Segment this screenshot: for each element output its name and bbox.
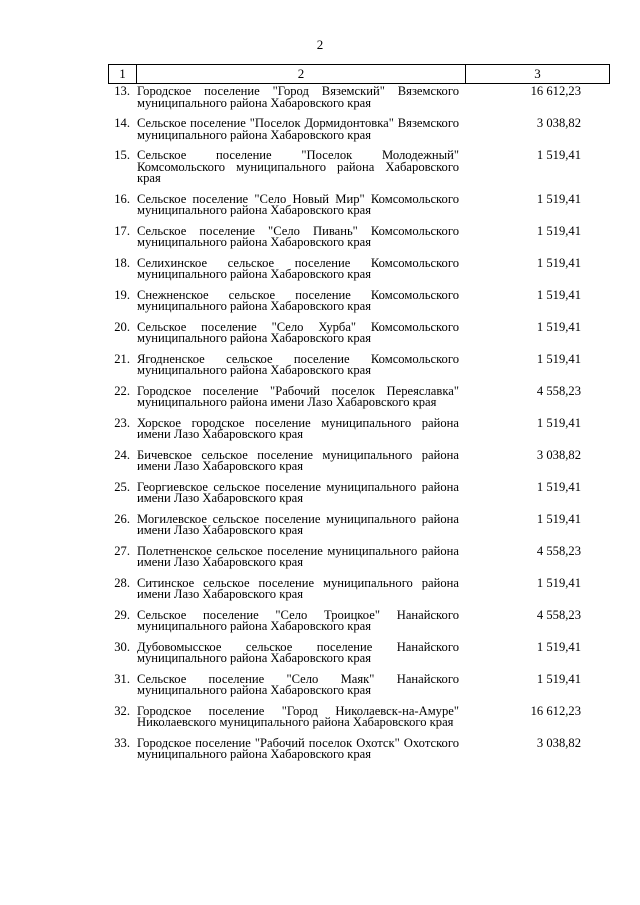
row-number: 23. [114,415,130,430]
table-row [108,191,610,217]
settlement-name: Дубовомысское сельское поселение Нанайского муниципального района Хабаровского края [137,639,459,665]
table-row [108,150,610,185]
row-number: 19. [114,287,130,302]
amount-value: 3 038,82 [536,116,581,130]
row-number: 17. [114,223,130,238]
amount-value: 1 519,41 [536,671,581,686]
amount-value: 1 519,41 [536,639,581,654]
table-row [108,607,610,633]
column-number-2: 2 [137,64,466,84]
table-row [108,575,610,601]
settlement-name: Городское поселение "Город Николаевск-на-Амуре" Николаевского муниципального района Хабаровского края [137,703,459,729]
row-number: 30. [114,639,130,654]
amount-value: 3 038,82 [536,447,581,462]
settlement-name: Ситинское сельское поселение муниципального района имени Лазо Хабаровского края [137,575,459,601]
amount-value: 4 558,23 [536,543,581,558]
amount-value: 1 519,41 [536,255,581,270]
column-number-1: 1 [108,64,137,84]
table-row [108,511,610,537]
table-row [108,383,610,409]
settlement-name: Сельское поселение "Село Троицкое" Нанайского муниципального района Хабаровского края [137,607,459,633]
settlement-name: Бичевское сельское поселение муниципального района имени Лазо Хабаровского края [137,447,459,473]
row-number: 21. [114,351,130,366]
amount-value: 1 519,41 [536,575,581,590]
table-row [108,703,610,729]
settlement-name: Городское поселение "Рабочий поселок Переяславка" муниципального района имени Лазо Хабаровского края [137,383,459,409]
settlement-name: Сельское поселение "Поселок Дормидонтовка" Вяземского муниципального района Хабаровского края [137,116,459,142]
settlement-name: Сельское поселение "Село Хурба" Комсомольского муниципального района Хабаровского края [137,319,459,345]
row-number: 31. [114,671,130,686]
amount-value: 1 519,41 [536,223,581,238]
table-row [108,255,610,281]
amount-value: 1 519,41 [536,319,581,334]
amount-value: 3 038,82 [536,735,581,750]
table-row [108,351,610,377]
column-number-3: 3 [466,64,610,84]
settlement-name: Сельское поселение "Село Пивань" Комсомольского муниципального района Хабаровского края [137,223,459,249]
amount-value: 1 519,41 [536,479,581,494]
amount-value: 16 612,23 [530,84,581,98]
row-number: 13. [114,84,130,98]
row-number: 26. [114,511,130,526]
settlement-name: Могилевское сельское поселение муниципального района имени Лазо Хабаровского края [137,511,459,537]
settlement-name: Сельское поселение "Село Новый Мир" Комсомольского муниципального района Хабаровского края [137,191,459,217]
row-number: 20. [114,319,130,334]
row-number: 29. [114,607,130,622]
table-row [108,287,610,313]
table-row [108,639,610,665]
table-row [108,447,610,473]
amount-value: 1 519,41 [536,287,581,302]
settlement-name: Сельское поселение "Поселок Молодежный" Комсомольского муниципального района Хабаровского края [137,148,459,185]
table-row [108,479,610,505]
row-number: 18. [114,255,130,270]
settlement-name: Ягодненское сельское поселение Комсомольского муниципального района Хабаровского края [137,351,459,377]
row-number: 27. [114,543,130,558]
row-number: 24. [114,447,130,462]
settlement-name: Городское поселение "Город Вяземский" Вяземского муниципального района Хабаровского края [137,84,459,110]
settlement-name: Георгиевское сельское поселение муниципального района имени Лазо Хабаровского края [137,479,459,505]
row-number: 22. [114,383,130,398]
table-row [108,86,610,109]
table-row [108,671,610,697]
row-number: 14. [114,116,130,130]
table-row [108,543,610,569]
settlement-name: Городское поселение "Рабочий поселок Охотск" Охотского муниципального района Хабаровского края [137,735,459,761]
amount-value: 1 519,41 [536,351,581,366]
row-number: 28. [114,575,130,590]
row-number: 33. [114,735,130,750]
amount-value: 1 519,41 [536,148,581,162]
settlement-name: Полетненское сельское поселение муниципального района имени Лазо Хабаровского края [137,543,459,569]
amount-value: 4 558,23 [536,383,581,398]
amount-value: 16 612,23 [530,703,581,718]
amount-value: 1 519,41 [536,415,581,430]
amount-value: 1 519,41 [536,511,581,526]
table-row [108,319,610,345]
page-number: 2 [316,37,324,52]
amount-value: 1 519,41 [536,191,581,206]
settlement-name: Снежненское сельское поселение Комсомольского муниципального района Хабаровского края [137,287,459,313]
settlements-table [108,86,610,770]
amount-value: 4 558,23 [536,607,581,622]
row-number: 32. [114,703,130,718]
table-row [108,735,610,761]
row-number: 15. [114,148,130,162]
table-row [108,118,610,141]
settlement-name: Хорское городское поселение муниципального района имени Лазо Хабаровского края [137,415,459,441]
settlement-name: Сельское поселение "Село Маяк" Нанайского муниципального района Хабаровского края [137,671,459,697]
table-column-header [108,64,610,84]
row-number: 25. [114,479,130,494]
table-row [108,415,610,441]
row-number: 16. [114,191,130,206]
settlement-name: Селихинское сельское поселение Комсомольского муниципального района Хабаровского края [137,255,459,281]
table-row [108,223,610,249]
